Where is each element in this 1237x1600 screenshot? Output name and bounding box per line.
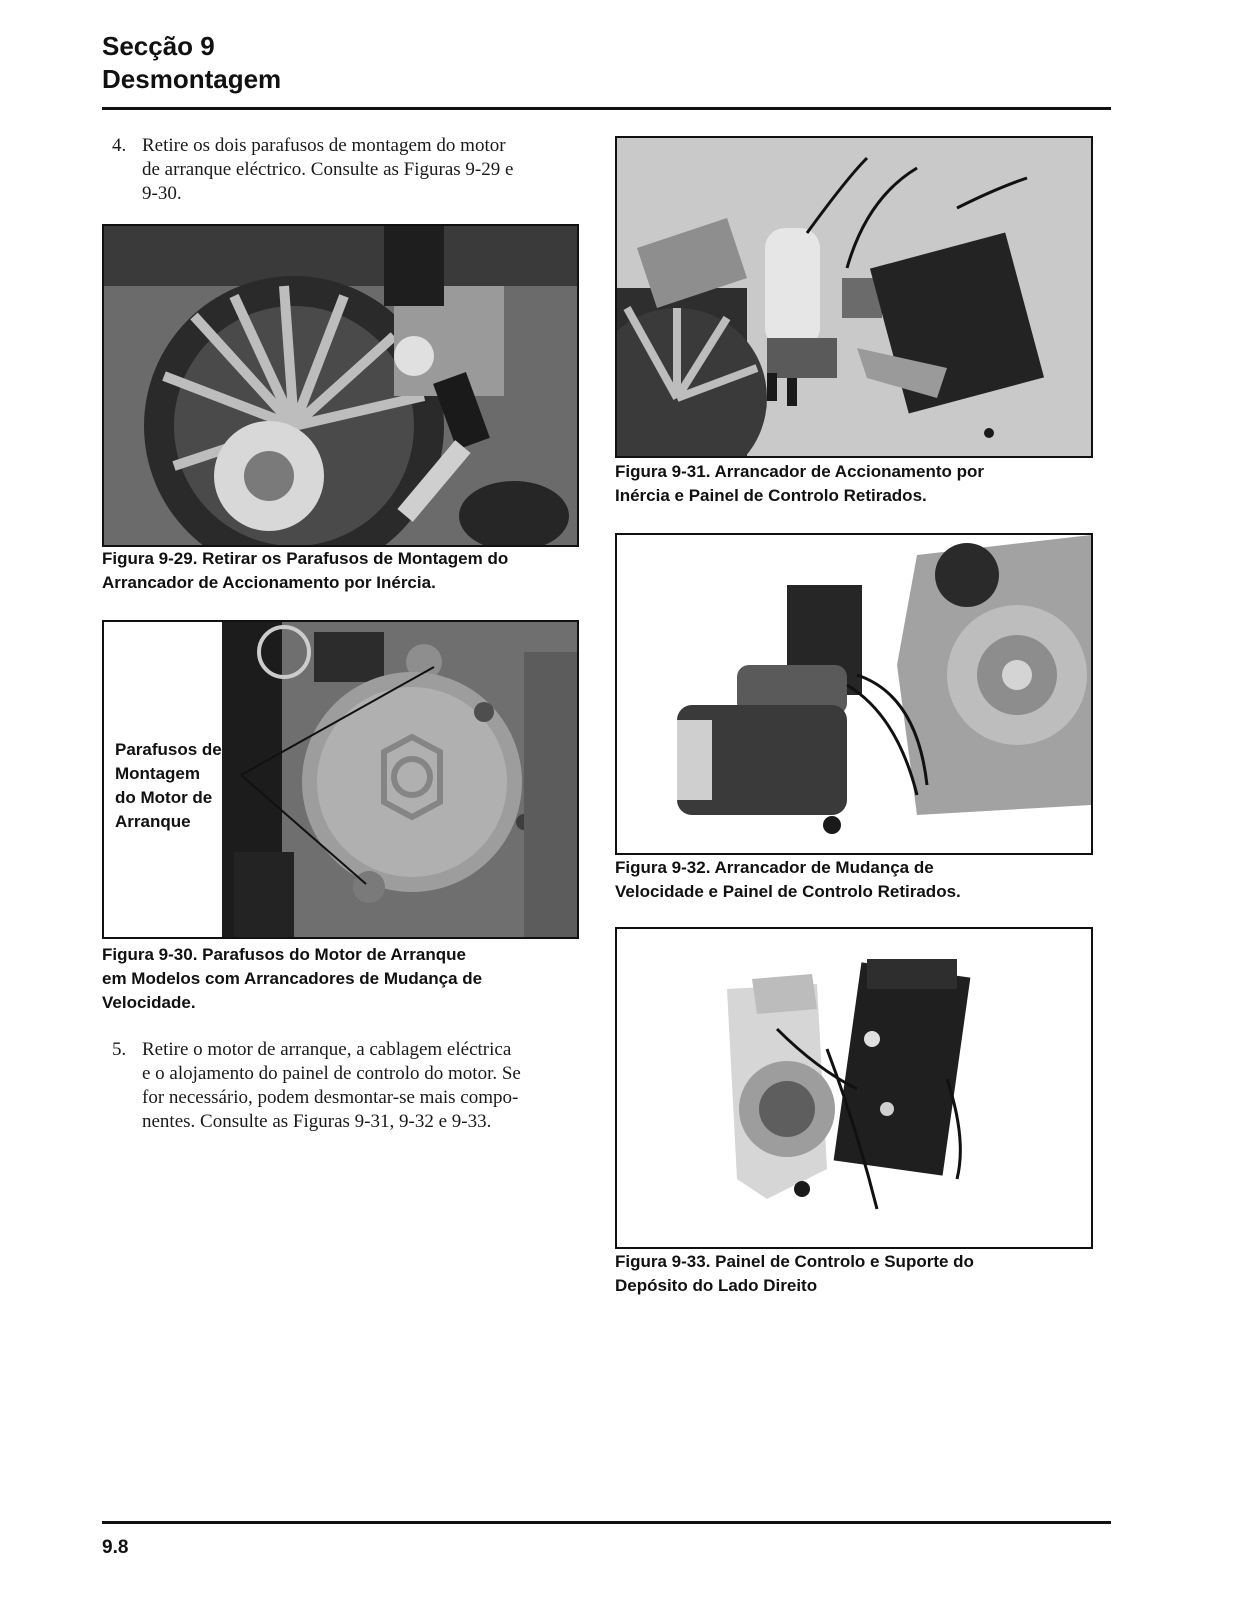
caption-line: Figura 9-31. Arrancador de Accionamento por [615,462,985,481]
caption-line: Velocidade e Painel de Controlo Retirados. [615,882,961,901]
figure-9-31-photo [615,136,1093,458]
caption-line: Figura 9-33. Painel de Controlo e Suporte do [615,1252,974,1271]
step-number: 4. [112,135,127,156]
figure-9-29-caption [102,547,592,595]
page-number: 9.8 [102,1537,129,1558]
control-panel-bracket-photo [617,929,1091,1247]
bolt-callout-label [115,738,245,834]
step-line: 9-30. [142,183,182,204]
step-number: 5. [112,1039,127,1060]
section-header [102,30,281,96]
footer-rule [102,1521,1111,1524]
engine-flywheel-photo [104,226,577,545]
section-number: Secção 9 [102,31,215,61]
removed-parts-photo [617,138,1091,456]
caption-line: Figura 9-32. Arrancador de Mudança de [615,858,934,877]
step-5 [112,1038,592,1138]
caption-line: Figura 9-30. Parafusos do Motor de Arranque [102,945,466,964]
caption-line: Depósito do Lado Direito [615,1276,818,1295]
caption-line: Figura 9-29. Retirar os Parafusos de Montagem do [102,549,509,568]
header-rule [102,107,1111,110]
section-title: Desmontagem [102,64,282,94]
caption-line: Arrancador de Accionamento por Inércia. [102,573,436,592]
step-line: de arranque eléctrico. Consulte as Figuras 9-29 e [142,159,514,180]
caption-line: Inércia e Painel de Controlo Retirados. [615,486,927,505]
callout-line: Parafusos de [115,740,222,759]
figure-9-32-photo [615,533,1093,855]
caption-line: em Modelos com Arrancadores de Mudança de [102,969,483,988]
step-line: for necessário, podem desmontar-se mais compo- [142,1087,519,1108]
callout-line: do Motor de [115,788,213,807]
step-line: Retire os dois parafusos de montagem do motor [142,135,506,156]
figure-9-31-caption [615,460,1115,508]
figure-9-33-caption [615,1250,1115,1298]
step-line: Retire o motor de arranque, a cablagem eléctrica [142,1039,512,1060]
figure-9-30-caption [102,943,592,1015]
figure-9-32-caption [615,856,1115,904]
step-line: e o alojamento do painel de controlo do motor. Se [142,1063,521,1084]
step-text [142,1038,521,1134]
shift-starter-photo [617,535,1091,853]
callout-line: Arranque [115,812,191,831]
figure-9-29-photo [102,224,579,547]
step-4 [112,134,592,214]
step-line: nentes. Consulte as Figuras 9-31, 9-32 e 9-33. [142,1111,492,1132]
step-text [142,134,513,206]
figure-9-33-photo [615,927,1093,1249]
caption-line: Velocidade. [102,993,196,1012]
callout-line: Montagem [115,764,200,783]
